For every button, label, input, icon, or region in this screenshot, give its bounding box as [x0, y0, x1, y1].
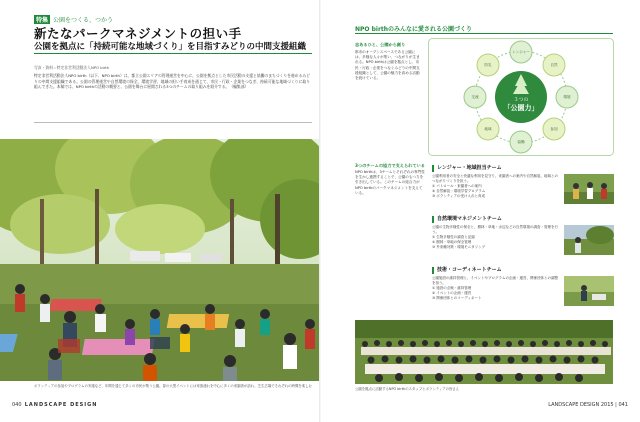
- side-text-1: 都市のオープンスペースである公園には、多様な人々が集い、つながりが生まれる。NPO birthは公園を拠点とし、市民・行政・企業をつなぐみどりの中間支援組織として、公園の魅力を高める活動を続けている。: [355, 50, 420, 81]
- team-photo-nature: [564, 225, 614, 255]
- lead-divider: [34, 122, 312, 123]
- diagram-node-label: 防災: [484, 63, 492, 67]
- team-item: ① 施設の点検・維持管理: [432, 286, 472, 290]
- feature-tag: 特集: [36, 17, 49, 24]
- side-text-2: NPO birthは、3チームとそれぞれの専門性を生かし連携することで、公園のもつ力を引き出している。このチームの総合力がNPO birthのパークマネジメントを支えている。: [355, 170, 425, 195]
- team-description: 公園の生物多様性の保全と、樹林・草地・水辺などの自然環境の調査・管理を行う。: [432, 225, 558, 234]
- diagram-node-label: 地域: [484, 127, 492, 131]
- team-description: 公園利用者の安全と快適な利用を見守り、来園者への案内や自然解説、地域とのつながりづくりを担う。: [432, 174, 558, 183]
- team-technical: [432, 267, 614, 301]
- photo-credit: 写真・資料＝特定非営利活動法人NPO birth: [34, 65, 110, 70]
- title-divider: [34, 53, 312, 54]
- team-item: ② イベントの企画・運営: [432, 291, 472, 295]
- feature-kicker-text: 公園をつくる、つかう: [53, 17, 114, 24]
- footer-left: [12, 402, 97, 408]
- feature-kicker: [34, 15, 113, 24]
- team-item: ③ ボランティアの受け入れと育成: [432, 194, 485, 198]
- team-item: ① パトロール・来園者への案内: [432, 184, 482, 188]
- team-ranger: [432, 165, 614, 199]
- side-heading-2: 3つのチームの協力で支えられている: [355, 163, 425, 168]
- section-divider: [355, 33, 613, 34]
- diagram-node-label: レンジャー: [512, 50, 530, 54]
- diagram-node-label: 協働: [517, 140, 525, 144]
- diagram-center-main: 「公園力」: [503, 104, 539, 112]
- page-number-right: LANDSCAPE DESIGN 2015 | 041: [548, 402, 628, 408]
- photo-caption-left: ボランティアの参加やプログラムの実施など、年間を通じて多くの市民が集う公園。春の大型イベントには家族連れを中心に多くの来園者が訪れ、芝生広場でそれぞれの時間を楽しむ: [34, 384, 312, 388]
- team-item: ③ 関係団体とのコーディネート: [432, 296, 482, 300]
- park-power-diagram: [428, 38, 614, 156]
- team-description: 公園施設の維持管理と、イベントやプログラムの企画・運営、関係団体との調整を担う。: [432, 276, 558, 285]
- team-photo-ranger: [564, 174, 614, 204]
- park-crowd-photo: [0, 139, 319, 381]
- magazine-name: LANDSCAPE DESIGN: [24, 402, 98, 408]
- photo-caption-right: 公園を拠点に活動するNPO birthのスタッフとボランティアの皆さん: [355, 387, 460, 391]
- team-item: ② 自然解説・環境学習プログラム: [432, 189, 486, 193]
- page-gutter: [319, 0, 321, 422]
- lead-paragraph: 特定非営利活動法人NPO birth（以下、NPO birth）は、都立公園エリアの管理運営を中心に、公園を拠点とした市民活動の支援と協働のまちづくりを進めるみどりの中間支援組織である。公園の管理運営や自然環境の保全、環境学習、地域の担い手育成を通じて、市民・行政・企業をつなぎ、持続可能な地域づくりに取り組んできた。本稿では、NPO birthの活動の概要と、公園を舞台に展開される3つのチームの取り組みを紹介する。（編集部）: [34, 73, 310, 90]
- team-heading: 技術・コーディネートチーム: [432, 267, 614, 274]
- diagram-node-label: 交流: [471, 95, 479, 99]
- article-title: 新たなパークマネジメントの担い手: [34, 26, 242, 41]
- section-title: NPO birthのみんなに愛される公園づくり: [355, 26, 473, 33]
- diagram-node-label: 環境: [563, 95, 571, 99]
- team-heading: 自然環境マネジメントチーム: [432, 216, 614, 223]
- team-item: ③ 外来種対策・環境モニタリング: [432, 245, 486, 249]
- diagram-center-top: ３つの: [513, 97, 529, 103]
- team-nature: [432, 216, 614, 250]
- team-item: ② 樹林・草地の保全管理: [432, 240, 472, 244]
- diagram-node-label: 参加: [550, 127, 558, 131]
- team-heading: レンジャー・地域担当チーム: [432, 165, 614, 172]
- diagram-node-label: 自然: [550, 63, 558, 67]
- team-photo-technical: [564, 276, 614, 306]
- group-photo: [355, 320, 613, 384]
- side-heading-1: 志あるひと、公園から創り: [355, 42, 406, 47]
- team-item: ① 生物多様性の調査と記録: [432, 235, 475, 239]
- page-number-left: 040: [12, 402, 22, 408]
- article-subtitle: 公園を拠点に「持続可能な地域づくり」を目指すみどりの中間支援組織: [34, 42, 307, 52]
